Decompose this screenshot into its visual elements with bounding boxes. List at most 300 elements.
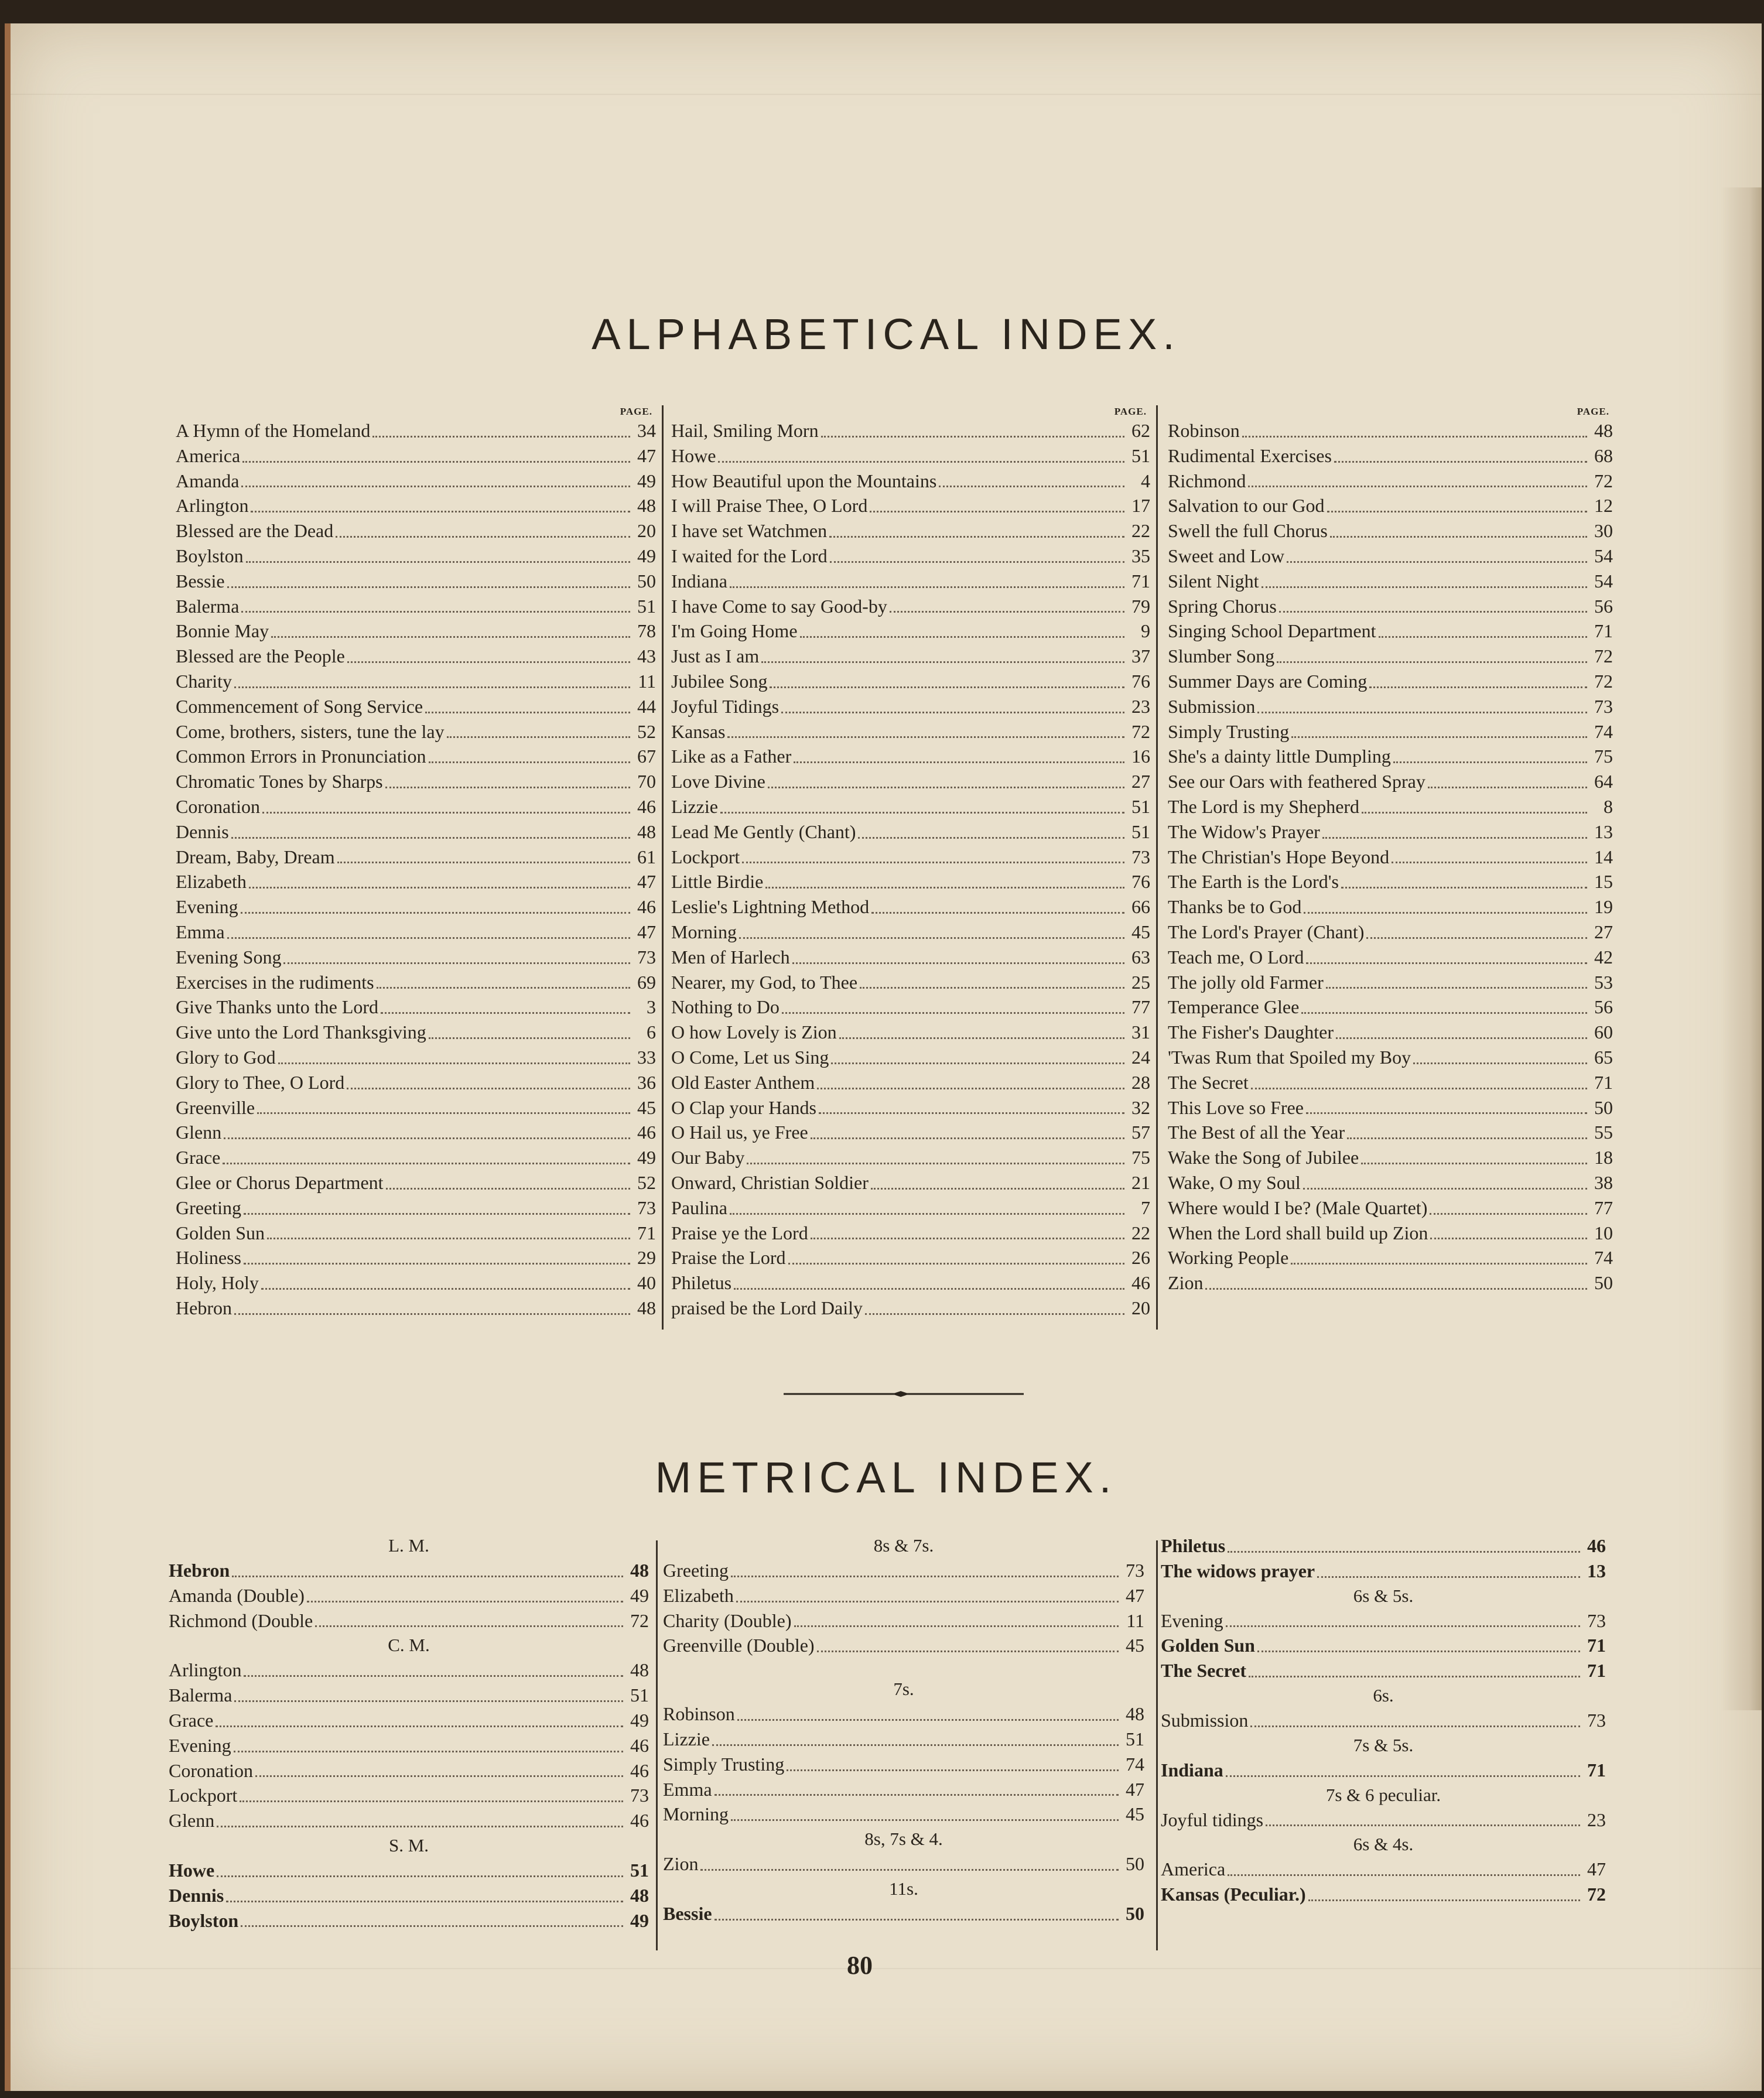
index-entry	[1168, 744, 1613, 769]
entry-page-number: 43	[637, 645, 656, 667]
entry-title: Glory to Thee, O Lord	[176, 1071, 345, 1093]
dot-leader	[817, 1088, 1124, 1089]
meter-group-heading: 7s.	[893, 1679, 914, 1700]
index-entry	[1168, 769, 1613, 794]
index-entry	[176, 1020, 656, 1045]
index-entry	[1168, 1120, 1613, 1145]
entry-title: Men of Harlech	[671, 946, 790, 968]
index-entry	[1168, 694, 1613, 719]
index-entry	[176, 1170, 656, 1195]
index-entry	[169, 1758, 649, 1783]
dot-leader	[234, 1700, 623, 1702]
dot-leader	[1393, 761, 1587, 763]
entry-title: Boylston	[176, 545, 244, 566]
entry-page-number: 47	[1126, 1584, 1144, 1606]
dot-leader	[1361, 1163, 1587, 1164]
entry-page-number: 72	[1594, 645, 1613, 667]
entry-title: O how Lovely is Zion	[671, 1021, 837, 1043]
entry-title: Golden Sun	[176, 1222, 265, 1243]
entry-title: Balerma	[169, 1684, 233, 1706]
entry-title: Common Errors in Pronunciation	[176, 746, 426, 767]
index-entry	[1161, 1758, 1606, 1783]
entry-page-number: 22	[1131, 520, 1150, 542]
index-entry	[671, 1045, 1150, 1070]
entry-page-number: 23	[1587, 1809, 1606, 1830]
index-entry	[176, 1270, 656, 1296]
metrical-column-2	[663, 1533, 1144, 1926]
index-entry	[176, 518, 656, 544]
entry-page-number: 51	[1126, 1728, 1144, 1750]
entry-title: See our Oars with feathered Spray	[1168, 771, 1425, 792]
entry-title: I waited for the Lord	[671, 545, 828, 566]
dot-leader	[1428, 787, 1587, 788]
entry-page-number: 45	[1126, 1803, 1144, 1825]
entry-page-number: 47	[1587, 1858, 1606, 1880]
dot-leader	[249, 887, 630, 889]
entry-page-number: 72	[1594, 670, 1613, 692]
entry-title: The Best of all the Year	[1168, 1122, 1345, 1143]
index-entry	[169, 1608, 649, 1634]
entry-title: The Secret	[1168, 1071, 1249, 1093]
entry-title: Our Baby	[671, 1147, 745, 1168]
dot-leader	[262, 812, 630, 814]
entry-page-number: 48	[630, 1659, 649, 1681]
entry-page-number: 49	[637, 470, 656, 491]
entry-title: praised be the Lord Daily	[671, 1297, 863, 1318]
dot-leader	[1277, 661, 1587, 663]
entry-title: Philetus	[1161, 1535, 1226, 1556]
index-entry	[663, 1701, 1144, 1727]
index-entry	[671, 719, 1150, 744]
index-entry	[176, 719, 656, 744]
dot-leader	[939, 486, 1124, 487]
index-entry	[671, 995, 1150, 1020]
entry-title: The jolly old Farmer	[1168, 971, 1324, 993]
dot-leader	[224, 1137, 630, 1139]
entry-title: Praise ye the Lord	[671, 1222, 808, 1243]
index-entry	[671, 794, 1150, 819]
entry-page-number: 50	[637, 570, 656, 592]
index-entry	[169, 1808, 649, 1833]
index-entry	[671, 644, 1150, 669]
entry-page-number: 29	[637, 1247, 656, 1269]
dot-leader	[1291, 736, 1587, 738]
entry-page-number: 51	[1131, 795, 1150, 817]
entry-page-number: 4	[1141, 470, 1150, 491]
book-page	[5, 23, 1762, 2091]
entry-page-number: 60	[1594, 1021, 1613, 1043]
dot-leader	[425, 712, 630, 713]
dot-leader	[792, 962, 1124, 964]
entry-page-number: 51	[630, 1684, 649, 1706]
index-entry	[1161, 1633, 1606, 1658]
index-entry	[1161, 1608, 1606, 1634]
entry-title: Bonnie May	[176, 620, 269, 642]
entry-page-number: 40	[637, 1272, 656, 1294]
dot-leader	[715, 1919, 1119, 1921]
dot-leader	[1228, 1874, 1580, 1876]
entry-page-number: 31	[1131, 1021, 1150, 1043]
index-entry	[1161, 1807, 1606, 1833]
index-entry	[169, 1658, 649, 1683]
meter-group-heading: C. M.	[388, 1635, 430, 1656]
entry-page-number: 66	[1131, 896, 1150, 918]
dot-leader	[871, 912, 1124, 914]
index-entry	[176, 443, 656, 469]
entry-title: Hail, Smiling Morn	[671, 420, 819, 441]
index-entry	[1168, 995, 1613, 1020]
index-entry	[1168, 1270, 1613, 1296]
dot-leader	[800, 636, 1124, 638]
column-divider	[656, 1540, 658, 1950]
entry-page-number: 33	[637, 1046, 656, 1068]
index-entry	[671, 1170, 1150, 1195]
dot-leader	[232, 1576, 623, 1577]
dot-leader	[736, 1601, 1119, 1602]
entry-title: Commencement of Song Service	[176, 695, 423, 717]
index-entry	[169, 1908, 649, 1933]
entry-title: Submission	[1161, 1709, 1249, 1731]
index-entry	[663, 1901, 1144, 1926]
entry-page-number: 48	[637, 821, 656, 842]
meter-group-heading: 6s & 4s.	[1353, 1834, 1414, 1855]
dot-leader	[788, 1263, 1125, 1265]
dot-leader	[1304, 912, 1587, 914]
index-entry	[176, 418, 656, 443]
entry-page-number: 71	[1587, 1660, 1606, 1682]
index-entry	[663, 1633, 1144, 1658]
index-entry	[176, 1296, 656, 1321]
entry-title: Lockport	[169, 1785, 238, 1806]
dot-leader	[447, 736, 630, 738]
entry-title: Grace	[176, 1147, 221, 1168]
entry-title: I have set Watchmen	[671, 520, 828, 542]
dot-leader	[1306, 962, 1587, 964]
entry-page-number: 28	[1131, 1071, 1150, 1093]
dot-leader	[1249, 1676, 1580, 1677]
entry-title: Richmond	[1168, 470, 1246, 491]
dot-leader	[1257, 1651, 1580, 1652]
entry-title: Elizabeth	[176, 871, 247, 893]
entry-title: Lockport	[671, 846, 740, 867]
entry-page-number: 30	[1594, 520, 1613, 542]
entry-page-number: 46	[1131, 1272, 1150, 1294]
index-entry	[169, 1683, 649, 1708]
entry-title: Bessie	[663, 1902, 712, 1924]
metrical-index-title: METRICAL INDEX.	[655, 1453, 1117, 1502]
dot-leader	[1326, 987, 1587, 989]
index-entry	[1168, 970, 1613, 995]
entry-title: Teach me, O Lord	[1168, 946, 1304, 968]
dot-leader	[241, 611, 630, 613]
entry-page-number: 45	[637, 1096, 656, 1118]
dot-leader	[782, 1012, 1124, 1014]
entry-page-number: 55	[1594, 1122, 1613, 1143]
index-entry	[1168, 1070, 1613, 1095]
dot-leader	[737, 1719, 1119, 1721]
entry-title: Indiana	[671, 570, 727, 592]
entry-title: Thanks be to God	[1168, 896, 1302, 918]
entry-title: Glee or Chorus Department	[176, 1171, 384, 1193]
alphabetical-list-1	[176, 418, 656, 1321]
index-entry	[176, 669, 656, 694]
dot-leader	[347, 661, 630, 663]
entry-title: Dream, Baby, Dream	[176, 846, 335, 867]
index-entry	[169, 1708, 649, 1733]
index-entry	[663, 1727, 1144, 1752]
index-entry	[671, 819, 1150, 845]
entry-title: Greenville	[176, 1096, 255, 1118]
entry-page-number: 49	[630, 1709, 649, 1731]
entry-page-number: 70	[637, 771, 656, 792]
index-entry	[176, 1070, 656, 1095]
entry-title: Amanda (Double)	[169, 1584, 305, 1606]
entry-title: Simply Trusting	[1168, 720, 1290, 742]
dot-leader	[811, 1238, 1124, 1239]
dot-leader	[1279, 611, 1587, 613]
entry-title: Greeting	[663, 1560, 729, 1581]
entry-page-number: 21	[1131, 1171, 1150, 1193]
entry-page-number: 73	[1594, 695, 1613, 717]
dot-leader	[1257, 712, 1587, 713]
entry-page-number: 50	[1126, 1902, 1144, 1924]
dot-leader	[1334, 461, 1587, 463]
entry-page-number: 13	[1594, 821, 1613, 842]
dot-leader	[770, 686, 1124, 688]
dot-leader	[231, 837, 630, 839]
entry-page-number: 67	[637, 746, 656, 767]
dot-leader	[870, 511, 1124, 512]
entry-page-number: 27	[1131, 771, 1150, 792]
index-entry	[671, 970, 1150, 995]
entry-page-number: 47	[637, 871, 656, 893]
entry-title: Exercises in the rudiments	[176, 971, 374, 993]
alphabetical-list-2	[671, 418, 1150, 1321]
entry-title: Give unto the Lord Thanksgiving	[176, 1021, 426, 1043]
dot-leader	[1226, 1625, 1580, 1627]
dot-leader	[336, 536, 630, 538]
entry-title: Come, brothers, sisters, tune the lay	[176, 720, 445, 742]
index-entry	[671, 1095, 1150, 1120]
index-entry	[671, 493, 1150, 518]
alphabetical-column-3	[1168, 405, 1613, 1296]
entry-page-number: 54	[1594, 570, 1613, 592]
dot-leader	[216, 1725, 623, 1727]
meter-group-heading: 8s, 7s & 4.	[864, 1829, 943, 1850]
index-entry	[176, 819, 656, 845]
dot-leader	[244, 1675, 623, 1677]
entry-page-number: 12	[1594, 495, 1613, 517]
index-entry	[671, 744, 1150, 769]
metrical-column-1	[169, 1533, 649, 1933]
dot-leader	[831, 1062, 1124, 1064]
entry-page-number: 69	[637, 971, 656, 993]
dot-leader	[1226, 1775, 1580, 1777]
entry-title: Arlington	[169, 1659, 242, 1681]
entry-page-number: 73	[1131, 846, 1150, 867]
dot-leader	[787, 1769, 1119, 1771]
index-entry	[176, 569, 656, 594]
entry-page-number: 46	[637, 896, 656, 918]
entry-title: Boylston	[169, 1909, 239, 1931]
entry-page-number: 46	[637, 1122, 656, 1143]
dot-leader	[731, 1576, 1119, 1577]
entry-title: Lizzie	[663, 1728, 710, 1750]
dot-leader	[217, 1875, 623, 1877]
index-entry	[1168, 493, 1613, 518]
faint-rule	[11, 94, 1762, 95]
index-entry	[671, 469, 1150, 494]
entry-page-number: 48	[1594, 420, 1613, 441]
page-number: 80	[847, 1951, 873, 1980]
dot-leader	[257, 1112, 630, 1114]
entry-page-number: 52	[637, 720, 656, 742]
dot-leader	[1330, 536, 1587, 538]
index-entry	[1161, 1559, 1606, 1584]
entry-title: Working People	[1168, 1247, 1289, 1269]
entry-page-number: 63	[1131, 946, 1150, 968]
dot-leader	[1303, 1188, 1587, 1190]
entry-title: Like as a Father	[671, 746, 792, 767]
index-entry	[671, 1270, 1150, 1296]
entry-title: The Fisher's Daughter	[1168, 1021, 1334, 1043]
dot-leader	[712, 1744, 1119, 1746]
index-entry	[671, 1296, 1150, 1321]
entry-title: Praise the Lord	[671, 1247, 786, 1269]
index-entry	[1168, 1145, 1613, 1170]
entry-page-number: 73	[1587, 1610, 1606, 1631]
index-entry	[1161, 1658, 1606, 1683]
metrical-column-3	[1161, 1533, 1606, 1907]
dot-leader	[1262, 586, 1587, 588]
index-entry	[1168, 1195, 1613, 1221]
dot-leader	[727, 736, 1124, 738]
index-entry	[169, 1733, 649, 1758]
entry-page-number: 10	[1594, 1222, 1613, 1243]
dot-leader	[234, 1751, 623, 1752]
entry-title: America	[176, 445, 241, 466]
entry-page-number: 38	[1594, 1171, 1613, 1193]
entry-title: Hebron	[169, 1560, 230, 1581]
entry-title: Howe	[671, 445, 716, 466]
entry-title: Where would I be? (Male Quartet)	[1168, 1197, 1428, 1218]
entry-title: Salvation to our God	[1168, 495, 1325, 517]
entry-page-number: 71	[637, 1222, 656, 1243]
entry-title: Zion	[663, 1853, 699, 1875]
index-entry	[176, 894, 656, 920]
column-divider	[1156, 1540, 1158, 1950]
index-entry	[671, 1195, 1150, 1221]
dot-leader	[429, 1037, 630, 1039]
entry-page-number: 8	[1604, 795, 1613, 817]
dot-leader	[830, 561, 1124, 563]
dot-leader	[386, 1188, 630, 1190]
index-entry	[1168, 819, 1613, 845]
dot-leader	[781, 712, 1124, 713]
dot-leader	[1248, 486, 1587, 487]
entry-title: The Christian's Hope Beyond	[1168, 846, 1390, 867]
entry-page-number: 47	[637, 445, 656, 466]
entry-title: Greeting	[176, 1197, 241, 1218]
dot-leader	[1327, 511, 1587, 512]
entry-page-number: 73	[1587, 1709, 1606, 1731]
entry-title: The Lord is my Shepherd	[1168, 795, 1360, 817]
entry-title: Wake, O my Soul	[1168, 1171, 1301, 1193]
entry-page-number: 45	[1126, 1635, 1144, 1656]
entry-page-number: 71	[1594, 1071, 1613, 1093]
entry-title: Wake the Song of Jubilee	[1168, 1147, 1359, 1168]
dot-leader	[718, 461, 1124, 463]
entry-page-number: 48	[630, 1884, 649, 1906]
dot-leader	[829, 536, 1124, 538]
dot-leader	[241, 1925, 623, 1927]
index-entry	[671, 920, 1150, 945]
entry-page-number: 46	[630, 1759, 649, 1781]
meter-group-heading: 11s.	[889, 1878, 918, 1899]
dot-leader	[1228, 1551, 1580, 1553]
entry-page-number: 64	[1594, 771, 1613, 792]
entry-title: Simply Trusting	[663, 1753, 785, 1775]
entry-page-number: 74	[1126, 1753, 1144, 1775]
entry-page-number: 17	[1131, 495, 1150, 517]
dot-leader	[244, 1213, 630, 1215]
index-entry	[1168, 594, 1613, 619]
dot-leader	[1366, 937, 1587, 939]
dot-leader	[890, 611, 1124, 613]
alphabetical-list-3	[1168, 418, 1613, 1296]
index-entry	[169, 1558, 649, 1583]
index-entry	[169, 1883, 649, 1908]
entry-title: Greenville (Double)	[663, 1635, 815, 1656]
dot-leader	[1306, 1112, 1587, 1114]
index-entry	[1168, 619, 1613, 644]
entry-title: Joyful Tidings	[671, 695, 780, 717]
index-entry	[671, 544, 1150, 569]
dot-leader	[347, 1088, 630, 1089]
index-entry	[1161, 1882, 1606, 1907]
entry-page-number: 77	[1131, 996, 1150, 1018]
entry-title: Golden Sun	[1161, 1635, 1255, 1656]
entry-page-number: 71	[1131, 570, 1150, 592]
index-entry	[176, 794, 656, 819]
index-entry	[671, 594, 1150, 619]
entry-page-number: 51	[1131, 821, 1150, 842]
meter-group-heading: 7s & 5s.	[1353, 1734, 1414, 1755]
entry-title: Charity (Double)	[663, 1610, 792, 1631]
entry-title: Robinson	[1168, 420, 1240, 441]
entry-page-number: 49	[637, 1147, 656, 1168]
dot-leader	[261, 1288, 630, 1290]
meter-group-heading: S. M.	[388, 1834, 429, 1856]
index-entry	[176, 544, 656, 569]
entry-title: Howe	[169, 1859, 215, 1881]
entry-page-number: 3	[647, 996, 656, 1018]
entry-page-number: 48	[637, 1297, 656, 1318]
dot-leader	[1379, 636, 1587, 638]
index-entry	[663, 1583, 1144, 1608]
index-entry	[1168, 1245, 1613, 1270]
column-divider	[1156, 405, 1158, 1330]
entry-page-number: 34	[637, 420, 656, 441]
index-entry	[663, 1608, 1144, 1634]
entry-title: Lizzie	[671, 795, 718, 817]
entry-title: Glenn	[169, 1810, 215, 1832]
dot-leader	[819, 1112, 1124, 1114]
page-column-label: PAGE.	[620, 406, 652, 417]
alphabetical-index-title: ALPHABETICAL INDEX.	[592, 310, 1181, 358]
entry-title: Blessed are the Dead	[176, 520, 334, 542]
entry-title: Amanda	[176, 470, 240, 491]
